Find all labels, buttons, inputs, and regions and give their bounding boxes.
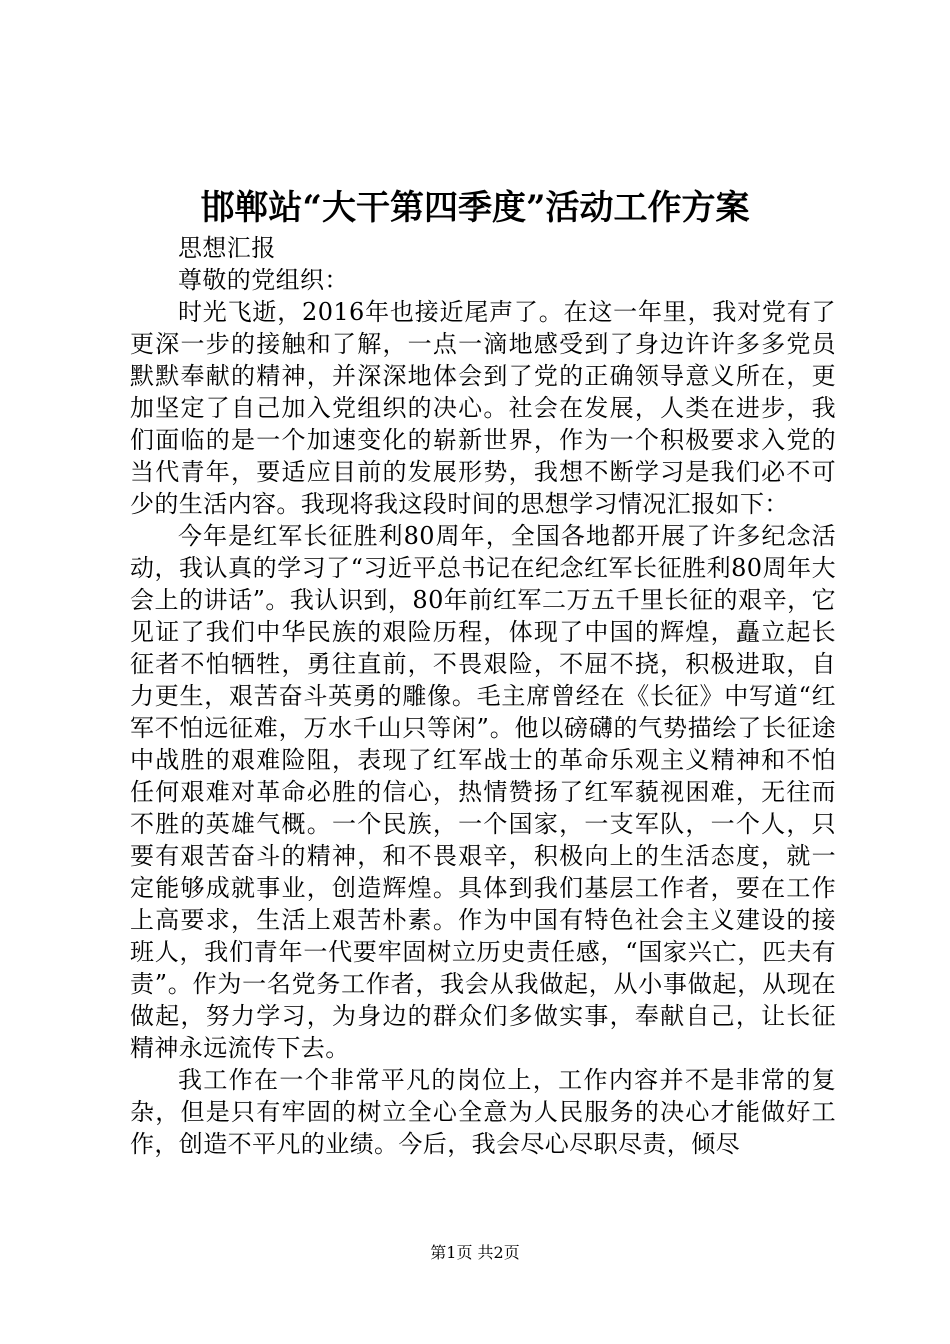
paragraph-long-march: 今年是红军长征胜利80周年，全国各地都开展了许多纪念活动，我认真的学习了“习近平总书记在纪念红军长征胜利80周年大会上的讲话”。我认识到，80年前红军二万五千里长征的艰辛，它见证了我们中华民族的艰险历程，体现了中国的辉煌，矗立起长征者不怕牺牲，勇往直前，不畏艰险，不屈不挠，积极进取，自力更生，艰苦奋斗英勇的雕像。毛主席曾经在《长征》中写道“红军不怕远征难，万水千山只等闲”。他以磅礴的气势描绘了长征途中战胜的艰难险阻，表现了红军战士的革命乐观主义精神和不怕任何艰难对革命必胜的信心，热情赞扬了红军藐视困难，无往而不胜的英雄气概。一个民族，一个国家，一支军队，一个人，只要有艰苦奋斗的精神，和不畏艰辛，积极向上的生活态度，就一定能够成就事业，创造辉煌。具体到我们基层工作者，要在工作上高要求，生活上艰苦朴素。作为中国有特色社会主义建设的接班人，我们青年一代要牢固树立历史责任感，“国家兴亡，匹夫有责”。作为一名党务工作者，我会从我做起，从小事做起，从现在做起，努力学习，为身边的群众们多做实事，奉献自己，让长征精神永远流传下去。 [130, 522, 836, 1062]
paragraph-report-label: 思想汇报 [178, 234, 276, 262]
document-body [130, 232, 836, 1160]
page-number-footer: 第1页 共2页 [430, 1243, 520, 1262]
paragraph-intro: 时光飞逝，2016年也接近尾声了。在这一年里，我对党有了更深一步的接触和了解，一点一滴地感受到了身边许许多多党员默默奉献的精神，并深深地体会到了党的正确领导意义所在，更加坚定了自己加入党组织的决心。社会在发展，人类在进步，我们面临的是一个加速变化的崭新世界，作为一个积极要求入党的当代青年，要适应目前的发展形势，我想不断学习是我们必不可少的生活内容。我现将我这段时间的思想学习情况汇报如下： [130, 298, 836, 518]
paragraph-work: 我工作在一个非常平凡的岗位上，工作内容并不是非常的复杂，但是只有牢固的树立全心全意为人民服务的决心才能做好工作，创造不平凡的业绩。今后，我会尽心尽职尽责，倾尽 [130, 1066, 836, 1158]
document-title: 邯郸站“大干第四季度”活动工作方案 [200, 188, 750, 228]
paragraph-salutation: 尊敬的党组织： [178, 266, 349, 294]
